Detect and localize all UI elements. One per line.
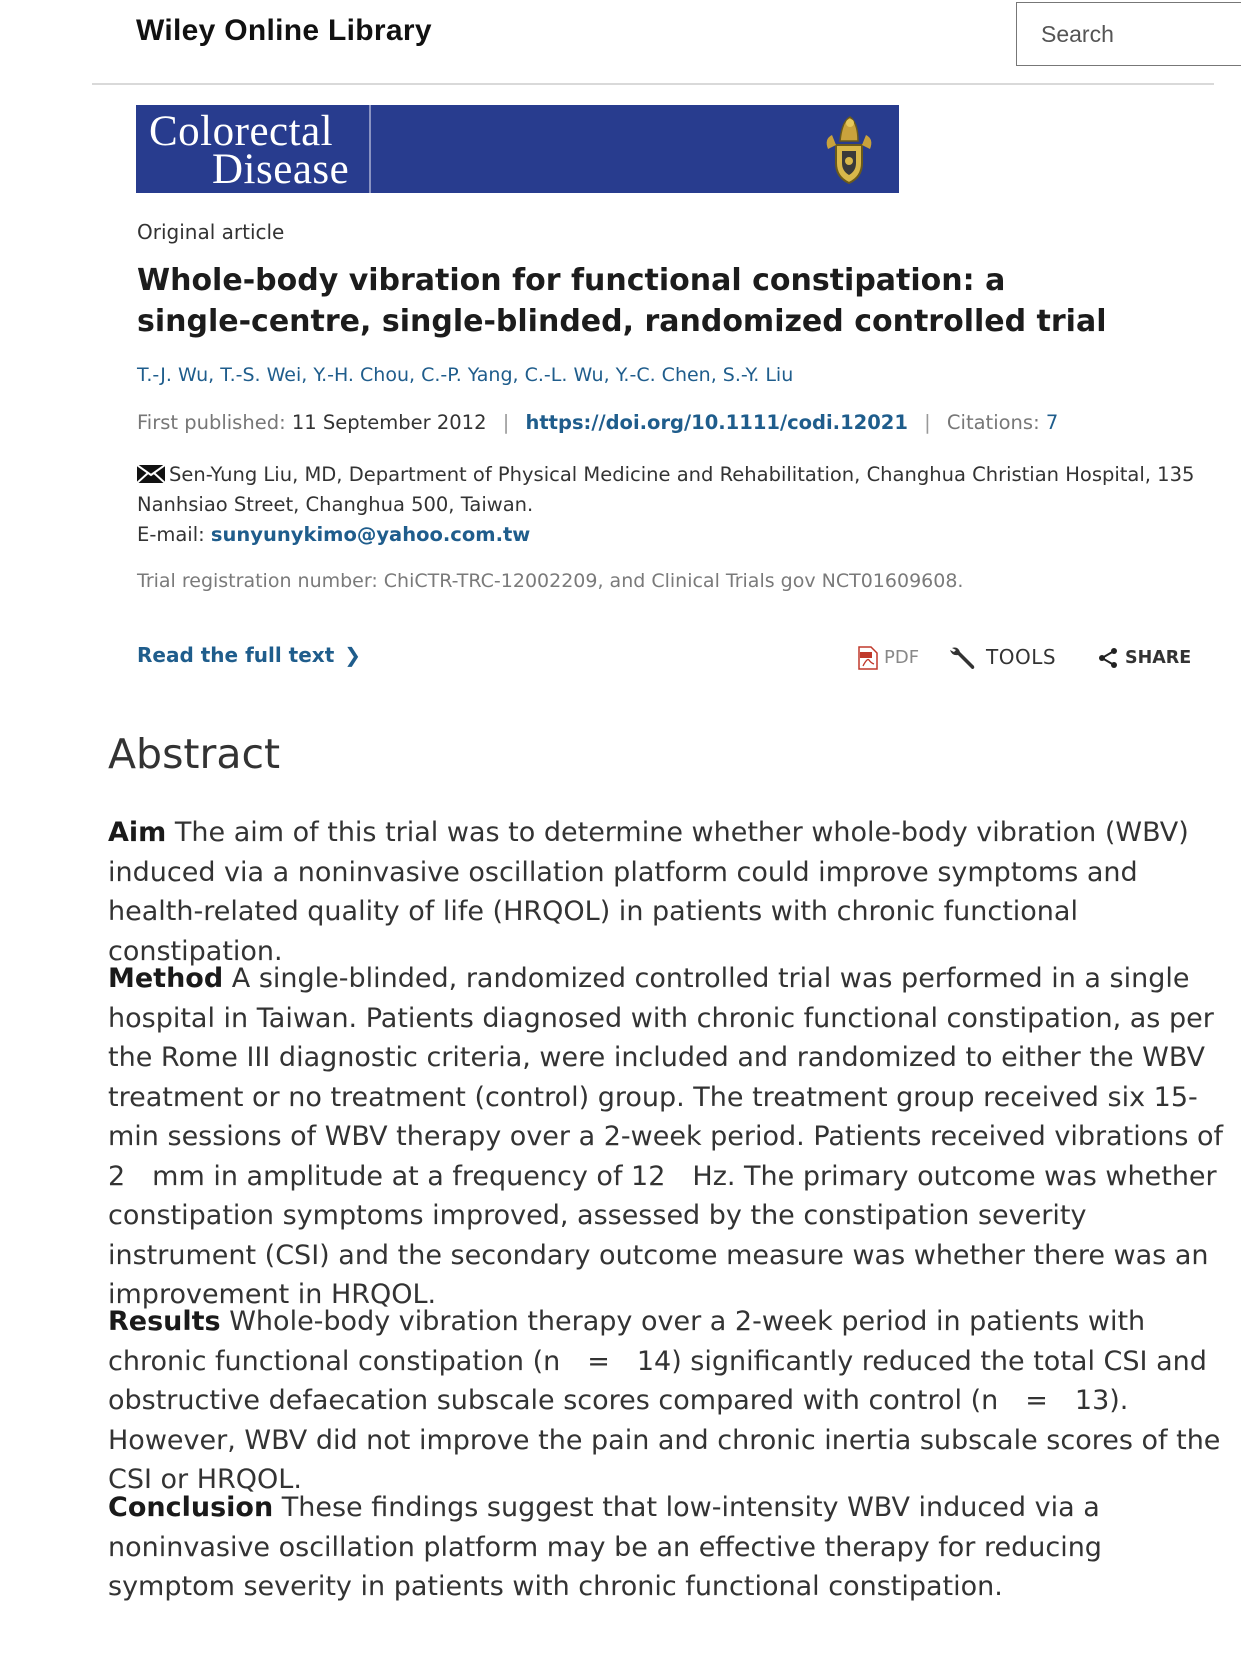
tools-button[interactable] <box>948 644 1056 672</box>
chevron-right-icon: ❯ <box>344 643 362 667</box>
banner-separator <box>369 105 371 193</box>
pdf-icon <box>858 646 878 670</box>
search-input[interactable] <box>1017 3 1241 65</box>
site-logo[interactable]: Wiley Online Library <box>136 14 432 47</box>
wrench-icon <box>948 644 978 672</box>
section-text: A single-blinded, randomized controlled trial was performed in a single hospital in Taiwan. Patients diagnosed with chronic functional constipation, as per the Rome III diagnostic criteria, were included and randomized to either the WBV treatment or no treatment (control) group. The treatment group received six 15-min sessions of WBV therapy over a 2-week period. Patients received vibrations of 2 mm in amplitude at a frequency of 12 Hz. The primary outcome was whether constipation symptoms improved, assessed by the constipation severity instrument (CSI) and the secondary outcome measure was whether there was an improvement in HRQOL. <box>108 963 1224 1310</box>
section-text: Whole-body vibration therapy over a 2-week period in patients with chronic functional constipation (n = 14) significantly reduced the total CSI and obstructive defaecation subscale scores compared with control (n = 13). However, WBV did not improve the pain and chronic inertia subscale scores of the CSI or HRQOL. <box>108 1306 1221 1495</box>
section-label: Method <box>108 963 224 994</box>
citations-label: Citations: <box>946 411 1040 434</box>
read-full-text-link[interactable] <box>137 643 361 667</box>
article-title: Whole-body vibration for functional constipation: a single-centre, single-blinded, randomized controlled trial <box>137 263 1107 339</box>
journal-name-line2: Disease <box>212 146 350 193</box>
crest-icon <box>822 111 876 187</box>
section-text: These findings suggest that low-intensity WBV induced via a noninvasive oscillation platform may be an effective therapy for reducing symptom severity in patients with chronic functional constipation. <box>108 1492 1102 1602</box>
article-type-label: Original article <box>137 220 285 244</box>
abstract-section-method <box>108 959 1228 1315</box>
section-text: The aim of this trial was to determine whether whole-body vibration (WBV) induced via a noninvasive oscillation platform could improve symptoms and health-related quality of life (HRQOL) in patients with chronic functional constipation. <box>108 817 1189 967</box>
first-published-label: First published: <box>137 411 286 434</box>
correspondence-text: Sen-Yung Liu, MD, Department of Physical Medicine and Rehabilitation, Changhua Christian Hospital, 135 Nanhsiao Street, Changhua 500, Taiwan. <box>137 463 1195 516</box>
tools-label: TOOLS <box>986 644 1057 669</box>
section-label: Conclusion <box>108 1492 274 1523</box>
abstract-section-conclusion <box>108 1488 1228 1607</box>
doi-link[interactable]: https://doi.org/10.1111/codi.12021 <box>525 411 908 434</box>
abstract-section-results <box>108 1302 1228 1500</box>
journal-name-line1: Colorectal <box>149 108 334 155</box>
journal-banner[interactable] <box>136 105 899 193</box>
correspondence-block <box>137 460 1197 550</box>
separator: | <box>502 411 510 434</box>
trial-registration: Trial registration number: ChiCTR-TRC-12002209, and Clinical Trials gov NCT01609608. <box>137 570 964 592</box>
separator: | <box>924 411 931 434</box>
citations-count[interactable]: 7 <box>1045 411 1059 434</box>
abstract-heading: Abstract <box>108 730 281 778</box>
share-icon <box>1097 647 1119 669</box>
read-full-text-label: Read the full text <box>137 643 335 667</box>
email-label: E-mail: <box>137 523 205 546</box>
share-button[interactable] <box>1097 644 1191 669</box>
pdf-label: PDF <box>884 647 920 668</box>
publication-info <box>137 411 1058 434</box>
email-link[interactable]: sunyunykimo@yahoo.com.tw <box>210 523 531 546</box>
authors-list[interactable]: T.-J. Wu, T.-S. Wei, Y.-H. Chou, C.-P. Yang, C.-L. Wu, Y.-C. Chen, S.-Y. Liu <box>137 364 794 386</box>
pdf-button[interactable] <box>858 644 919 670</box>
share-label: SHARE <box>1125 648 1192 668</box>
abstract-section-aim <box>108 813 1228 971</box>
envelope-icon <box>137 465 165 483</box>
search-box[interactable] <box>1016 2 1241 66</box>
first-published-date: 11 September 2012 <box>291 411 487 434</box>
header-divider <box>92 83 1214 85</box>
section-label: Results <box>108 1306 221 1337</box>
section-label: Aim <box>108 817 167 848</box>
